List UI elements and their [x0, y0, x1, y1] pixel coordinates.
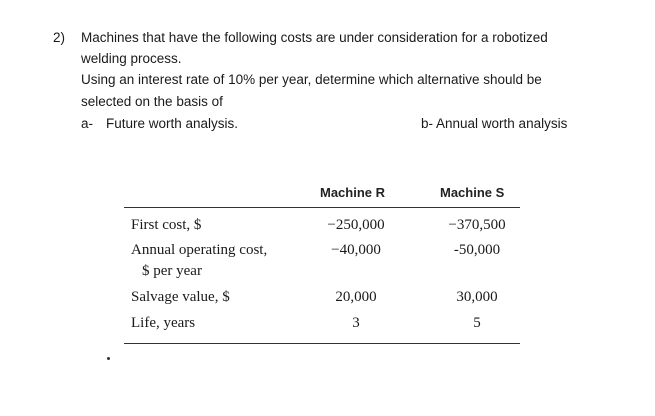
- cell-life-s: 5: [473, 315, 481, 331]
- column-header-machine-s: Machine S: [440, 185, 505, 200]
- question-number: 2): [53, 30, 66, 45]
- question-line-4: selected on the basis of: [81, 94, 223, 109]
- question-line-2: welding process.: [81, 51, 182, 66]
- table-top-rule: [124, 207, 520, 208]
- part-a-marker: a-: [81, 116, 94, 131]
- part-b-text: b- Annual worth analysis: [421, 116, 568, 131]
- column-header-machine-r: Machine R: [320, 185, 386, 200]
- part-a-text: Future worth analysis.: [106, 116, 239, 131]
- cell-annual-cost-r: −40,000: [331, 242, 381, 258]
- cell-life-r: 3: [352, 315, 360, 331]
- question-line-1: Machines that have the following costs are under consideration for a robotized: [81, 30, 548, 45]
- row-label-life: Life, years: [131, 315, 196, 331]
- question-line-3: Using an interest rate of 10% per year, determine which alternative should be: [81, 72, 542, 87]
- row-label-salvage-value: Salvage value, $: [131, 289, 230, 305]
- cell-salvage-r: 20,000: [335, 289, 377, 305]
- cell-salvage-s: 30,000: [456, 289, 498, 305]
- stray-dot: [107, 357, 110, 360]
- table-bottom-rule: [124, 343, 520, 344]
- cell-first-cost-s: −370,500: [448, 217, 506, 233]
- row-label-annual-operating-cost-unit: $ per year: [142, 263, 202, 279]
- row-label-first-cost: First cost, $: [131, 217, 202, 233]
- cell-annual-cost-s: -50,000: [453, 242, 501, 258]
- row-label-annual-operating-cost: Annual operating cost,: [131, 242, 268, 258]
- cell-first-cost-r: −250,000: [327, 217, 385, 233]
